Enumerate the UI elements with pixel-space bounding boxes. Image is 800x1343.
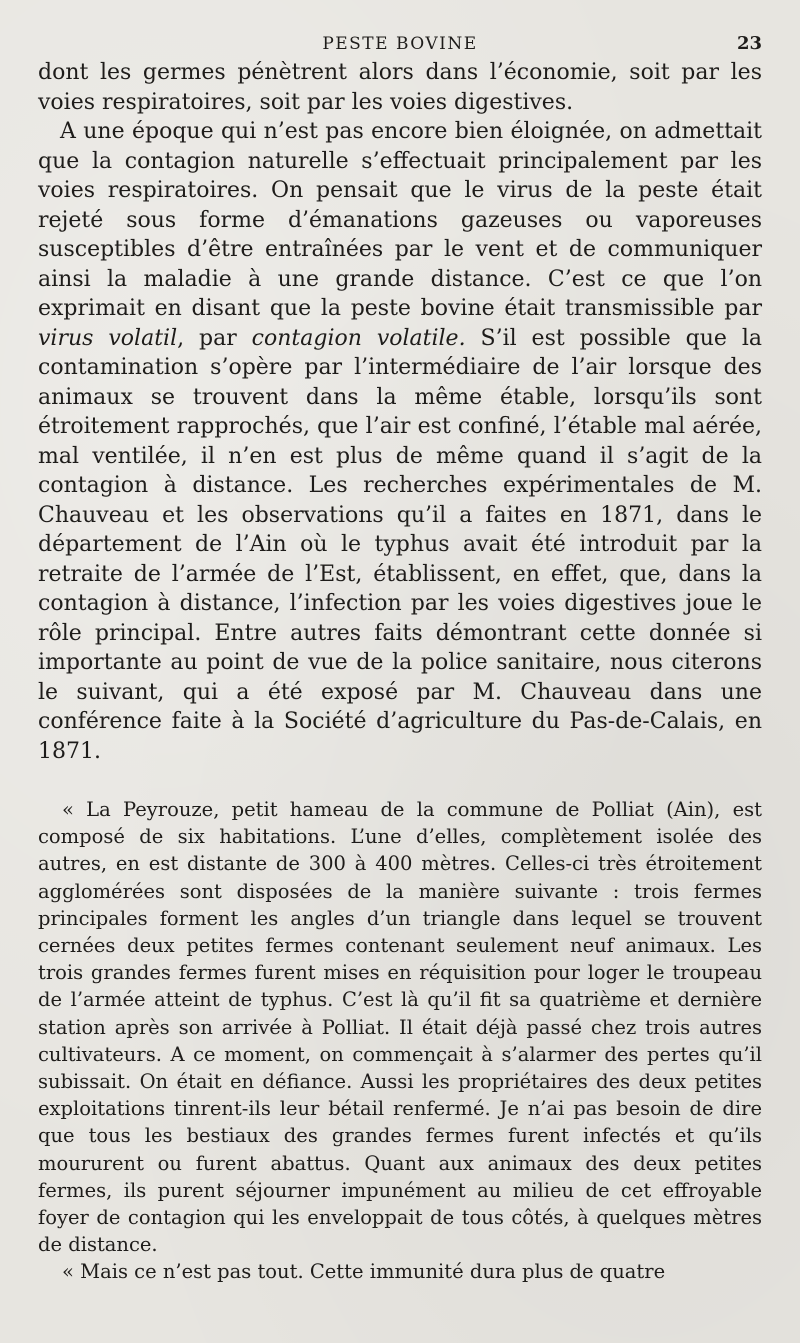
page-number: 23 (736, 33, 762, 54)
paragraph-text: S’il est possible que la contamination s’opère par l’intermédiaire de l’air lorsque des animaux se trouvent dans la même étable, lorsqu’ils sont étroitement rapprochés, que l’air est confiné, l’étable mal aérée, mal ventilée, il n’en est plus de même quand il s’agit de la contagion à distance. Les recherches expérimentales de M. Chauveau et les observations qu’il a faites en 1871, dans le département de l’Ain où le typhus avait été introduit par la retraite de l’armée de l’Est, établissent, en effet, que, dans la contagion à distance, l’infection par les voies digestives joue le rôle principal. Entre autres faits démontrant cette donnée si importante au point de vue de la police sanitaire, nous citerons le suivant, qui a été exposé par M. Chauveau dans une conférence faite à la Société d’agriculture du Pas-de-Calais, en 1871. (38, 325, 762, 764)
paragraph-text: , par (177, 325, 252, 351)
main-text (38, 58, 762, 766)
quote-paragraph: « Mais ce n’est pas tout. Cette immunité dura plus de quatre (62, 1260, 666, 1284)
quote-paragraph: « La Peyrouze, petit hameau de la commune de Polliat (Ain), est composé de six habitations. L’une d’elles, complètement isolée des autres, en est distante de 300 à 400 mètres. Celles-ci très étroitement agglomérées sont disposées de la manière suivante : trois fermes principales forment les angles d’un triangle dans lequel se trouvent cernées deux petites fermes contenant seulement neuf animaux. Les trois grandes fermes furent mises en réquisition pour loger le troupeau de l’armée atteint de typhus. C’est là qu’il fit sa quatrième et dernière station après son arrivée à Polliat. Il était déjà passé chez trois autres cultivateurs. A ce moment, on commençait à s’alarmer des pertes qu’il subissait. On était en défiance. Aussi les propriétaires des deux petites exploitations tinrent-ils leur bétail renfermé. Je n’ai pas besoin de dire que tous les bestiaux des grandes fermes furent infectés et qu’ils moururent ou furent abattus. Quant aux animaux des deux petites fermes, ils purent séjourner impunément au milieu de cet effroyable foyer de contagion qui les enveloppait de tous côtés, à quelques mètres de distance. (38, 798, 762, 1257)
paragraph (38, 117, 762, 766)
italic-term: contagion volatile. (251, 325, 466, 351)
quotation (38, 796, 762, 1286)
paragraph-text: A une époque qui n’est pas encore bien éloignée, on admettait que la contagion naturelle s’effectuait principalement par les voies respiratoires. On pensait que le virus de la peste était rejeté sous forme d’émanations gazeuses ou vaporeuses susceptibles d’être entraînées par le vent et de communiquer ainsi la maladie à une grande distance. C’est ce que l’on exprimait en disant que la peste bovine était transmissible par (38, 119, 762, 321)
italic-term: virus volatil (38, 325, 178, 351)
paragraph: dont les germes pénètrent alors dans l’économie, soit par les voies respiratoires, soit par les voies digestives. (38, 60, 762, 115)
running-title: PESTE BOVINE (322, 34, 478, 54)
running-header (38, 28, 762, 58)
